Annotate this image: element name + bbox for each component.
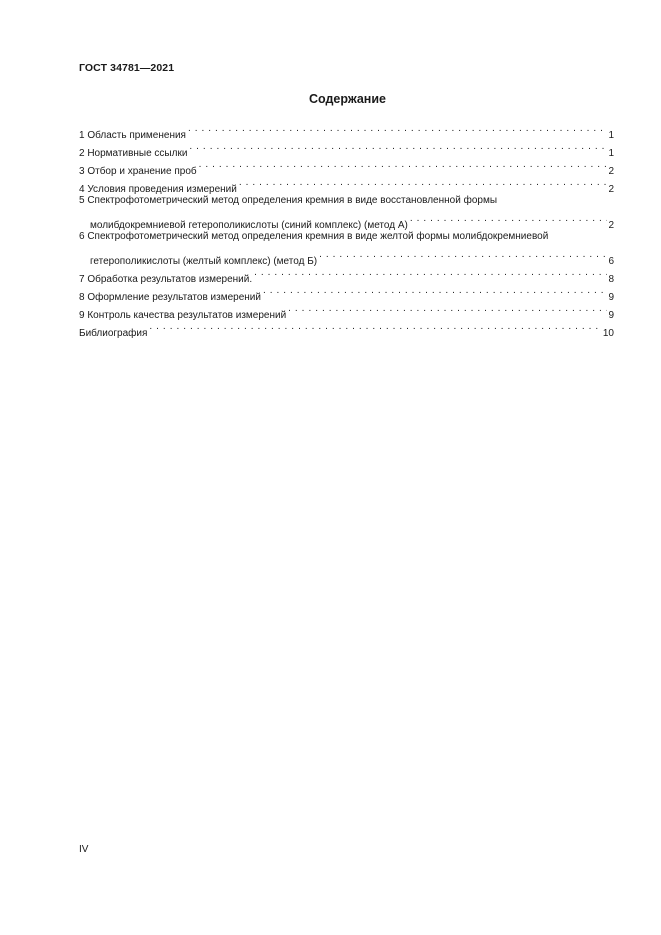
toc-entry-text: 5 Спектрофотометрический метод определения кремния в виде восстановленной формы (79, 195, 498, 206)
toc-page-number: 6 (608, 256, 614, 267)
toc-dot-leader (263, 282, 607, 300)
toc-entry-text: 8 Оформление результатов измерений (79, 289, 263, 307)
toc-entry-6[interactable] (79, 228, 614, 267)
toc-dot-leader (149, 318, 601, 336)
toc-entry-text: 2 Нормативные ссылки (79, 145, 189, 163)
toc-entry-text: 6 Спектрофотометрический метод определения кремния в виде желтой формы молибдокремниевой (79, 231, 549, 242)
toc-page-number: 2 (608, 220, 614, 231)
page-number: IV (79, 844, 89, 855)
toc-entry-text: 3 Отбор и хранение проб (79, 163, 199, 181)
toc-entry-text-continuation: молибдокремниевой гетерополикислоты (синий комплекс) (метод А) (90, 217, 410, 235)
toc-page-number: 2 (608, 166, 614, 177)
toc-dot-leader (188, 120, 607, 138)
toc-page-number: 1 (608, 148, 614, 159)
toc-dot-leader (319, 246, 607, 264)
toc-dot-leader (189, 138, 607, 156)
toc-entry-bibliography[interactable] (79, 318, 614, 339)
toc-page-number: 1 (608, 130, 614, 141)
table-of-contents (79, 120, 614, 339)
toc-entry-5[interactable] (79, 192, 614, 231)
toc-page-number: 9 (608, 310, 614, 321)
toc-page-number: 8 (608, 274, 614, 285)
toc-entry-text: 1 Область применения (79, 127, 188, 145)
toc-title: Содержание (308, 92, 386, 106)
standard-designation: ГОСТ 34781—2021 (79, 62, 175, 74)
toc-page-number: 10 (602, 328, 614, 339)
toc-entry-text: Библиография (79, 325, 149, 343)
toc-entry-text: 9 Контроль качества результатов измерений (79, 307, 288, 325)
toc-dot-leader (254, 264, 607, 282)
toc-entry-1[interactable] (79, 120, 614, 141)
toc-entry-text: 4 Условия проведения измерений (79, 181, 239, 199)
toc-entry-text-continuation: гетерополикислоты (желтый комплекс) (метод Б) (90, 253, 319, 271)
toc-entry-text: 7 Обработка результатов измерений. (79, 271, 254, 289)
toc-page-number: 9 (608, 292, 614, 303)
toc-page-number: 2 (608, 184, 614, 195)
toc-dot-leader (239, 174, 608, 192)
toc-dot-leader (199, 156, 608, 174)
toc-dot-leader (410, 210, 608, 228)
toc-dot-leader (288, 300, 607, 318)
